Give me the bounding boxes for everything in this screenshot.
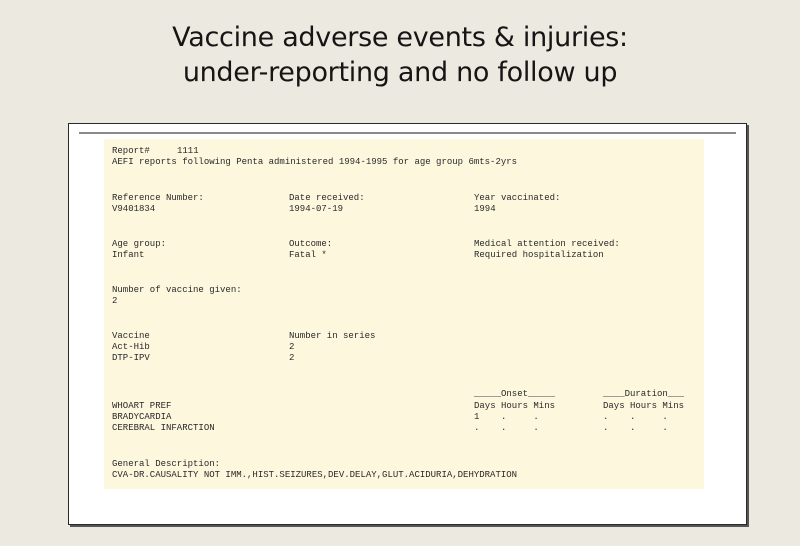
reaction-name: CEREBRAL INFARCTION [112,423,215,433]
outcome-label: Outcome: [289,239,333,249]
slide-title-line-2: under-reporting and no follow up [182,57,618,88]
onset-header: _____Onset_____ [474,389,556,399]
series-header: Number in series [289,331,376,341]
slide-title [0,20,800,90]
vaccine-name: DTP-IPV [112,353,150,363]
year-vaccinated-value: 1994 [474,204,496,214]
num-vaccine-label: Number of vaccine given: [112,285,242,295]
reaction-onset: 1 . . [474,412,539,422]
vaccine-series: 2 [289,353,295,363]
report-subtitle: AEFI reports following Penta administered 1994-1995 for age group 6mts-2yrs [112,157,518,167]
report-number-label: Report# [112,146,150,156]
vaccine-header: Vaccine [112,331,150,341]
medical-attention-value: Required hospitalization [474,250,604,260]
year-vaccinated-label: Year vaccinated: [474,193,561,203]
report-panel [104,139,704,489]
medical-attention-label: Medical attention received: [474,239,620,249]
divider-line [79,132,736,134]
reactions-header: WHOART PREF [112,401,172,411]
reference-number-label: Reference Number: [112,193,204,203]
outcome-value: Fatal * [289,250,327,260]
age-group-label: Age group: [112,239,167,249]
slide-title-line-1: Vaccine adverse events & injuries: [172,22,628,53]
reaction-name: BRADYCARDIA [112,412,172,422]
general-description-label: General Description: [112,459,221,469]
reaction-duration: . . . [603,412,668,422]
reaction-duration: . . . [603,423,668,433]
reaction-onset: . . . [474,423,539,433]
date-received-value: 1994-07-19 [289,204,344,214]
vaccine-name: Act-Hib [112,342,150,352]
duration-header: ____Duration___ [603,389,685,399]
vaccine-series: 2 [289,342,295,352]
onset-columns: Days Hours Mins [474,401,556,411]
num-vaccine-value: 2 [112,296,118,306]
report-number-value: 1111 [177,146,199,156]
age-group-value: Infant [112,250,145,260]
duration-columns: Days Hours Mins [603,401,685,411]
date-received-label: Date received: [289,193,365,203]
general-description-value: CVA-DR.CAUSALITY NOT IMM.,HIST.SEIZURES,DEV.DELAY,GLUT.ACIDURIA,DEHYDRATION [112,470,518,480]
report-screenshot-frame [68,123,747,525]
reference-number-value: V9401834 [112,204,156,214]
